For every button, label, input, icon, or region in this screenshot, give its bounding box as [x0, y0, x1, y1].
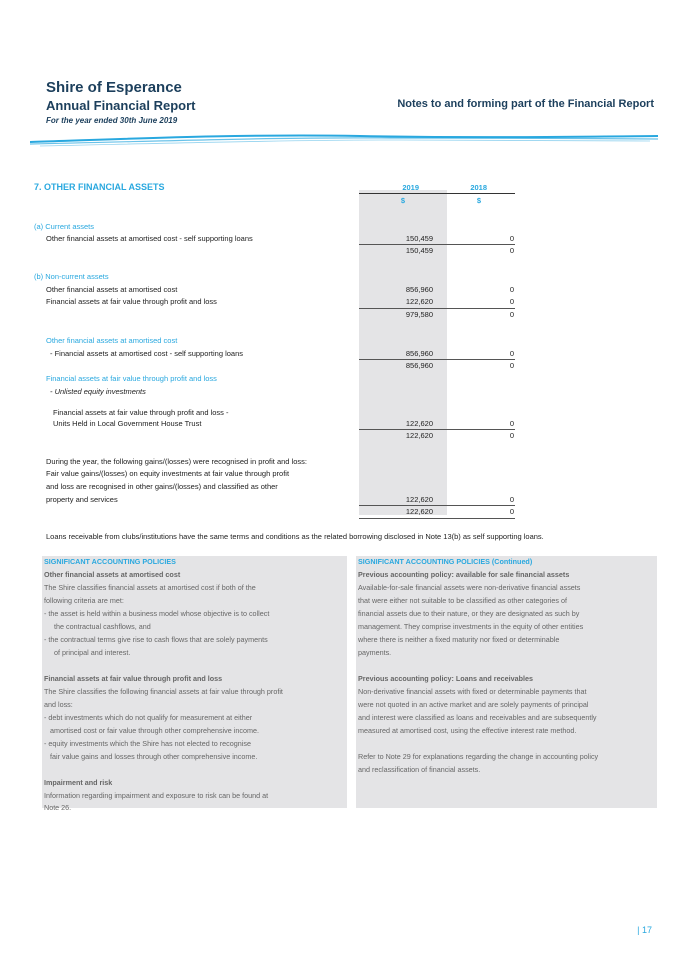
policies-left-box — [42, 556, 347, 812]
col-unit-2019: $ — [400, 196, 405, 205]
row-label: property and services — [46, 495, 118, 504]
table-row — [0, 285, 675, 297]
policy-text: where there is neither a fixed maturity nor fixed or determinable — [358, 635, 560, 644]
total-2019: 856,960 — [405, 361, 433, 370]
policy-text: Note 26. — [44, 803, 72, 812]
value-2019: 856,960 — [405, 349, 433, 358]
table-row-total — [0, 310, 675, 322]
row-label: Financial assets at fair value through profit and loss — [46, 374, 217, 383]
policy-text: Refer to Note 29 for explanations regarding the change in accounting policy — [358, 752, 599, 761]
value-2019: 150,459 — [405, 234, 433, 243]
policy-text: The Shire classifies financial assets at amortised cost if both of the — [44, 583, 256, 592]
policy-heading: SIGNIFICANT ACCOUNTING POLICIES (Continued) — [358, 557, 533, 566]
policies-right-box — [356, 556, 657, 808]
table-row — [0, 469, 675, 481]
row-label: and loss are recognised in other gains/(losses) and classified as other — [46, 482, 278, 491]
row-label: (b) Non-current assets — [34, 272, 109, 281]
value-2019: 856,960 — [405, 285, 433, 294]
col-header-2018: 2018 — [470, 183, 487, 192]
policy-subheading: Financial assets at fair value through profit and loss — [44, 674, 223, 683]
subtotal-rule — [447, 505, 515, 506]
table-row — [0, 495, 675, 507]
row-label: Units Held in Local Government House Trust — [53, 419, 202, 428]
report-title: Annual Financial Report — [46, 98, 196, 113]
table-row — [0, 297, 675, 309]
policy-text: fair value gains and losses through other comprehensive income. — [50, 752, 258, 761]
table-row — [0, 336, 675, 348]
policy-text: amortised cost or fair value through other comprehensive income. — [50, 726, 259, 735]
table-row — [0, 222, 675, 234]
table-row-total — [0, 246, 675, 258]
value-2018: 0 — [509, 285, 514, 294]
report-period: For the year ended 30th June 2019 — [46, 116, 178, 125]
table-row-total — [0, 431, 675, 443]
policy-subheading: Other financial assets at amortised cost — [44, 570, 181, 579]
row-label: Financial assets at fair value through profit and loss - — [53, 408, 229, 417]
col-unit-2018: $ — [476, 196, 481, 205]
value-2019: 122,620 — [405, 297, 433, 306]
table-row-total — [0, 361, 675, 373]
policy-text: and loss: — [44, 700, 73, 709]
subtotal-rule — [359, 505, 447, 506]
value-2019: 122,620 — [405, 495, 433, 504]
policy-text: following criteria are met: — [44, 596, 124, 605]
value-2019: 122,620 — [405, 419, 433, 428]
policy-text: that were either not suitable to be classified as other categories of — [358, 596, 567, 605]
row-label: - Unlisted equity investments — [50, 387, 146, 396]
total-rule — [359, 518, 447, 519]
policy-text: Available-for-sale financial assets were non-derivative financial assets — [358, 583, 581, 592]
policy-text: - debt investments which do not qualify for measurement at either — [44, 713, 253, 722]
col-header-2019: 2019 — [402, 183, 419, 192]
total-2019: 122,620 — [405, 507, 433, 516]
value-2018: 0 — [509, 234, 514, 243]
value-2018: 0 — [509, 495, 514, 504]
policy-heading: SIGNIFICANT ACCOUNTING POLICIES — [44, 557, 176, 566]
notes-title: Notes to and forming part of the Financial Report — [397, 98, 654, 110]
table-row — [0, 482, 675, 494]
policy-subheading: Previous accounting policy: Loans and receivables — [358, 674, 533, 683]
row-label: Other financial assets at amortised cost - self supporting loans — [46, 234, 253, 243]
row-label: Fair value gains/(losses) on equity investments at fair value through profit — [46, 469, 290, 478]
subtotal-rule — [447, 244, 515, 245]
total-2018: 0 — [509, 246, 514, 255]
total-2018: 0 — [509, 431, 514, 440]
policy-text: management. They comprise investments in the equity of other entities — [358, 622, 584, 631]
row-label: During the year, the following gains/(losses) were recognised in profit and loss: — [46, 457, 307, 466]
subtotal-rule — [359, 359, 447, 360]
row-label: Other financial assets at amortised cost — [46, 285, 178, 294]
policy-text: Non-derivative financial assets with fixed or determinable payments that — [358, 687, 587, 696]
policy-text: payments. — [358, 648, 392, 657]
policy-text: and reclassification of financial assets. — [358, 765, 481, 774]
table-row — [0, 419, 675, 431]
value-2018: 0 — [509, 349, 514, 358]
policy-text: Information regarding impairment and exposure to risk can be found at — [44, 791, 269, 800]
policy-text: - equity investments which the Shire has not elected to recognise — [44, 739, 251, 748]
loans-note: Loans receivable from clubs/institutions have the same terms and conditions as the related borrowing disclosed in Note 13(b) as self supporting loans. — [46, 532, 544, 541]
policy-text: of principal and interest. — [54, 648, 131, 657]
policy-text: the contractual cashflows, and — [54, 622, 151, 631]
policy-subheading: Previous accounting policy: available for sale financial assets — [358, 570, 570, 579]
table-row — [0, 374, 675, 386]
value-2018: 0 — [509, 419, 514, 428]
subtotal-rule — [447, 308, 515, 309]
row-label: (a) Current assets — [34, 222, 95, 231]
policy-text: and interest were classified as loans and receivables and are subsequently — [358, 713, 597, 722]
row-label: - Financial assets at amortised cost - self supporting loans — [50, 349, 244, 358]
policy-text: measured at amortised cost, using the effective interest rate method. — [358, 726, 577, 735]
policy-text: financial assets due to their nature, or they are designated as such by — [358, 609, 580, 618]
total-2019: 122,620 — [405, 431, 433, 440]
subtotal-rule — [359, 308, 447, 309]
row-label: Financial assets at fair value through profit and loss — [46, 297, 217, 306]
total-2019: 979,580 — [405, 310, 433, 319]
subtotal-rule — [359, 429, 447, 430]
header-rule — [359, 193, 515, 194]
header-wave-decoration — [30, 128, 658, 154]
organisation-name: Shire of Esperance — [46, 79, 182, 96]
table-row — [0, 387, 675, 399]
policy-subheading: Impairment and risk — [44, 778, 113, 787]
table-row-total — [0, 507, 675, 519]
policy-text: - the contractual terms give rise to cash flows that are solely payments — [44, 635, 268, 644]
subtotal-rule — [447, 359, 515, 360]
subtotal-rule — [447, 429, 515, 430]
policy-text: - the asset is held within a business model whose objective is to collect — [44, 609, 270, 618]
page-number: | 17 — [637, 925, 652, 935]
total-2018: 0 — [509, 310, 514, 319]
subtotal-rule — [359, 244, 447, 245]
section-title: 7. OTHER FINANCIAL ASSETS — [34, 182, 165, 192]
policy-text: were not quoted in an active market and are solely payments of principal — [358, 700, 589, 709]
table-row — [0, 457, 675, 469]
policy-text: The Shire classifies the following financial assets at fair value through profit — [44, 687, 283, 696]
table-row — [0, 272, 675, 284]
table-row — [0, 234, 675, 246]
total-rule — [447, 518, 515, 519]
total-2018: 0 — [509, 361, 514, 370]
value-2018: 0 — [509, 297, 514, 306]
row-label: Other financial assets at amortised cost — [46, 336, 178, 345]
total-2018: 0 — [509, 507, 514, 516]
total-2019: 150,459 — [405, 246, 433, 255]
table-row — [0, 349, 675, 361]
